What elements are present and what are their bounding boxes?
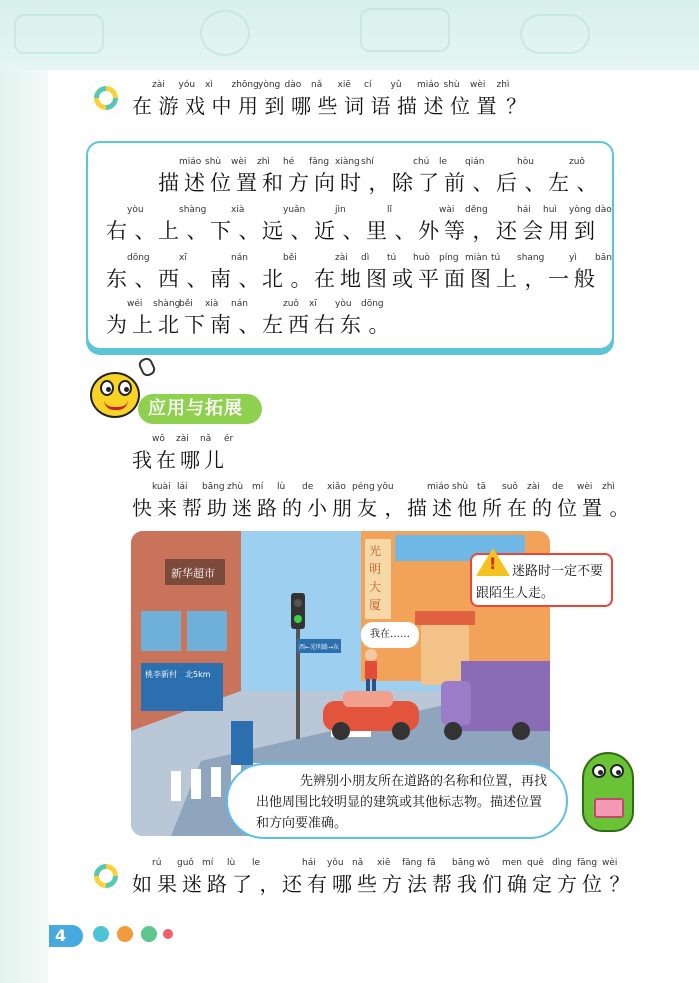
- hanzi-char: 来lái: [157, 482, 188, 520]
- hanzi-char: 方fāng: [557, 858, 598, 896]
- hint-text: 先辨别小朋友所在道路的名称和位置，再找出他周围比较明显的建筑或其他标志物。描述位置和方向要准确。: [256, 774, 548, 831]
- hanzi-char: 有yǒu: [307, 858, 344, 896]
- pinyin: píng: [439, 253, 459, 263]
- pinyin: lù: [277, 482, 286, 492]
- left-decorative-band: [0, 70, 48, 983]
- pinyin: miáo: [427, 482, 450, 492]
- hanzi-char: 述shù: [184, 157, 222, 195]
- hanzi-char: 左zuǒ: [262, 299, 299, 337]
- hanzi-char: 定dìng: [532, 858, 572, 896]
- exclamation-icon: !: [489, 554, 497, 573]
- hanzi-char: 些xiē: [317, 80, 351, 118]
- pinyin: guǒ: [177, 858, 194, 868]
- hanzi-char: 。: [609, 496, 630, 520]
- pinyin: bāng: [202, 482, 225, 492]
- pinyin: zài: [527, 482, 540, 492]
- pinyin: péng: [352, 482, 375, 492]
- hanzi-char: 北běi: [262, 253, 297, 291]
- hanzi-char: 述shù: [423, 80, 460, 118]
- hanzi-char: ，: [384, 496, 405, 520]
- pinyin: fǎ: [427, 858, 436, 868]
- activity-title: [132, 434, 234, 473]
- hanzi-char: 前qián: [444, 157, 485, 195]
- hanzi-char: 远yuǎn: [262, 205, 306, 243]
- pinyin: yǒu: [327, 858, 344, 868]
- hanzi-char: 为wéi: [106, 299, 143, 337]
- info-line: [106, 157, 600, 197]
- hanzi-char: 置zhì: [476, 80, 510, 118]
- hanzi-char: 友yǒu: [357, 482, 394, 520]
- hanzi-char: 一yì: [548, 253, 577, 291]
- pinyin: wèi: [602, 858, 618, 868]
- pinyin: men: [502, 858, 523, 868]
- info-line: [106, 253, 612, 293]
- building-sign-guangming: 光: [369, 544, 382, 558]
- svg-text:厦: 厦: [369, 598, 382, 612]
- hanzi-char: ，: [368, 171, 390, 195]
- pinyin: xiē: [377, 858, 391, 868]
- hanzi-char: 会huì: [522, 205, 557, 243]
- pinyin: miàn: [465, 253, 488, 263]
- pinyin: yuǎn: [283, 205, 306, 215]
- hanzi-char: 在zài: [507, 482, 540, 520]
- pinyin: dào: [595, 205, 612, 215]
- pinyin: běi: [283, 253, 297, 263]
- hanzi-char: 用yòng: [548, 205, 592, 243]
- hanzi-char: 近jìn: [314, 205, 346, 243]
- pinyin: jìn: [335, 205, 346, 215]
- pinyin: cí: [364, 80, 372, 90]
- hanzi-char: 所suǒ: [482, 482, 518, 520]
- hanzi-char: 外wài: [418, 205, 455, 243]
- hanzi-char: 向xiàng: [314, 157, 360, 195]
- hanzi-char: 路lù: [257, 482, 286, 520]
- pinyin: wéi: [127, 299, 143, 309]
- pinyin: xià: [205, 299, 219, 309]
- pinyin: fāng: [309, 157, 330, 167]
- question-bottom: [132, 858, 632, 897]
- pinyin: yòu: [335, 299, 352, 309]
- hanzi-char: 南nán: [210, 299, 248, 337]
- hanzi-char: 、: [238, 313, 260, 337]
- pinyin: shí: [361, 157, 374, 167]
- decor-shape: [520, 14, 590, 54]
- pinyin: yǔ: [390, 80, 402, 90]
- hanzi-char: 方fāng: [288, 157, 330, 195]
- hanzi-char: 法fǎ: [407, 858, 436, 896]
- hanzi-char: 还hái: [496, 205, 531, 243]
- hanzi-char: 的de: [282, 482, 314, 520]
- pinyin: què: [527, 858, 544, 868]
- hanzi-char: 置zhì: [582, 482, 615, 520]
- hanzi-char: 到dào: [264, 80, 302, 118]
- pinyin: bāng: [452, 858, 475, 868]
- hanzi-char: 戏xì: [185, 80, 213, 118]
- pinyin: hòu: [517, 157, 534, 167]
- hanzi-char: 平píng: [418, 253, 459, 291]
- hanzi-char: ，: [472, 219, 494, 243]
- pinyin: děng: [465, 205, 488, 215]
- pinyin: de: [552, 482, 564, 492]
- hanzi-char: 东dōng: [340, 299, 384, 337]
- pinyin: shù: [205, 157, 222, 167]
- hanzi-char: ，: [524, 267, 546, 291]
- pinyin: qián: [465, 157, 485, 167]
- hanzi-char: 朋péng: [332, 482, 375, 520]
- hanzi-char: 西xī: [158, 253, 187, 291]
- hanzi-char: 、: [394, 219, 416, 243]
- hanzi-char: 右yòu: [314, 299, 352, 337]
- pinyin: de: [302, 482, 314, 492]
- pinyin: xiē: [337, 80, 351, 90]
- hanzi-char: 在zài: [132, 80, 165, 118]
- hanzi-char: 词cí: [344, 80, 372, 118]
- hanzi-char: 些xiē: [357, 858, 391, 896]
- hanzi-char: 右yòu: [106, 205, 144, 243]
- pinyin: lǐ: [387, 205, 393, 215]
- pinyin: yòng: [569, 205, 592, 215]
- hanzi-char: 、: [186, 219, 208, 243]
- decor-shape: [360, 8, 450, 52]
- pinyin: zuǒ: [569, 157, 585, 167]
- child-speech-bubble: 我在……: [361, 622, 419, 648]
- pinyin: xiàng: [335, 157, 360, 167]
- pinyin: hái: [302, 858, 316, 868]
- hanzi-char: 、: [290, 219, 312, 243]
- pinyin: wèi: [231, 157, 247, 167]
- pinyin: dōng: [361, 299, 384, 309]
- pinyin: mí: [252, 482, 264, 492]
- pinyin: zhì: [496, 80, 510, 90]
- pinyin: nǎ: [311, 80, 323, 90]
- pinyin: zhì: [257, 157, 270, 167]
- decor-shape: [200, 10, 250, 56]
- hanzi-char: 方fāng: [382, 858, 423, 896]
- hanzi-char: 助zhù: [207, 482, 244, 520]
- pinyin: bān: [595, 253, 612, 263]
- hanzi-char: 置zhì: [236, 157, 270, 195]
- hanzi-char: 我wǒ: [132, 434, 165, 472]
- street-sign-taoli: 桃李新村 北5km: [145, 670, 211, 679]
- hanzi-char: 东dōng: [106, 253, 150, 291]
- pinyin: lái: [177, 482, 188, 492]
- pinyin: hái: [517, 205, 531, 215]
- footer-dot: [117, 926, 133, 942]
- hanzi-char: 位wèi: [582, 858, 618, 896]
- hanzi-char: 上shang: [496, 253, 545, 291]
- hanzi-char: 除chú: [392, 157, 430, 195]
- pinyin: yòng: [258, 80, 281, 90]
- hanzi-char: 南nán: [210, 253, 248, 291]
- pinyin: zài: [152, 80, 165, 90]
- pinyin: kuài: [152, 482, 171, 492]
- hanzi-char: 路lù: [207, 858, 236, 896]
- hanzi-char: 快kuài: [132, 482, 171, 520]
- pinyin: rú: [152, 858, 162, 868]
- hanzi-char: 游yóu: [158, 80, 196, 118]
- hanzi-char: 哪nǎ: [332, 858, 364, 896]
- pinyin: fāng: [577, 858, 598, 868]
- pinyin: wèi: [470, 80, 486, 90]
- page-number: 4: [49, 925, 83, 947]
- green-mascot-reading-icon: [582, 752, 634, 832]
- hanzi-char: 、: [134, 219, 156, 243]
- pinyin: nǎ: [200, 434, 212, 444]
- hanzi-char: ？: [506, 94, 527, 118]
- hanzi-char: 下xià: [210, 205, 245, 243]
- pinyin: wǒ: [152, 434, 165, 444]
- hanzi-char: [106, 167, 132, 197]
- hanzi-char: 用yòng: [238, 80, 281, 118]
- hanzi-char: [132, 167, 158, 197]
- hanzi-char: 、: [576, 171, 598, 195]
- pinyin: wài: [439, 205, 455, 215]
- pinyin: nán: [231, 253, 248, 263]
- hanzi-char: 、: [472, 171, 494, 195]
- pinyin: miáo: [417, 80, 440, 90]
- pinyin: yǒu: [377, 482, 394, 492]
- hanzi-char: 帮bāng: [182, 482, 225, 520]
- hanzi-char: 描miáo: [397, 80, 440, 118]
- pinyin: shàng: [179, 205, 207, 215]
- pinyin: suǒ: [502, 482, 518, 492]
- hanzi-char: 迷mí: [232, 482, 264, 520]
- pinyin: běi: [179, 299, 193, 309]
- pinyin: zài: [176, 434, 189, 444]
- pinyin: tú: [387, 253, 397, 263]
- hanzi-char: 果guǒ: [157, 858, 194, 896]
- hanzi-char: 描miáo: [158, 157, 202, 195]
- hanzi-char: 述shù: [432, 482, 469, 520]
- pinyin: xiǎo: [327, 482, 346, 492]
- hanzi-char: 、: [238, 219, 260, 243]
- hanzi-char: 确què: [507, 858, 544, 896]
- info-text-box: [86, 141, 614, 350]
- hanzi-char: 、: [238, 267, 260, 291]
- hanzi-char: 。: [368, 313, 390, 337]
- hanzi-char: 儿ér: [204, 434, 234, 472]
- hanzi-char: 、: [134, 267, 156, 291]
- pinyin: zhì: [602, 482, 615, 492]
- hanzi-char: 在zài: [156, 434, 189, 472]
- hanzi-char: 到dào: [574, 205, 612, 243]
- hanzi-char: ，: [259, 872, 280, 896]
- pinyin: dìng: [552, 858, 572, 868]
- hanzi-char: 还hái: [282, 858, 316, 896]
- pinyin: zhōng: [231, 80, 259, 90]
- pinyin: yóu: [178, 80, 196, 90]
- pinyin: nán: [231, 299, 248, 309]
- footer-dot: [141, 926, 157, 942]
- pinyin: zài: [335, 253, 348, 263]
- hanzi-char: 位wèi: [450, 80, 486, 118]
- hanzi-char: 北běi: [158, 299, 193, 337]
- pinyin: shang: [517, 253, 545, 263]
- hanzi-char: 和hé: [262, 157, 295, 195]
- hanzi-char: 图tú: [470, 253, 501, 291]
- pinyin: dōng: [127, 253, 150, 263]
- hanzi-char: 般bān: [574, 253, 612, 291]
- hanzi-char: 或huò: [392, 253, 430, 291]
- pinyin: le: [439, 157, 448, 167]
- activity-instruction: [132, 482, 632, 521]
- hanzi-char: 地dì: [340, 253, 370, 291]
- building-sign-supermarket: 新华超市: [171, 567, 215, 580]
- pinyin: mí: [202, 858, 214, 868]
- pinyin: huò: [413, 253, 430, 263]
- pinyin: yì: [569, 253, 577, 263]
- hanzi-char: 了le: [232, 858, 261, 896]
- hanzi-char: 图tú: [366, 253, 397, 291]
- svg-text:明: 明: [369, 562, 382, 576]
- pinyin: xī: [309, 299, 317, 309]
- svg-text:大: 大: [369, 580, 382, 594]
- decor-shape: [14, 14, 104, 54]
- pinyin: xià: [231, 205, 245, 215]
- pinyin: yòu: [127, 205, 144, 215]
- hanzi-char: 中zhōng: [211, 80, 259, 118]
- pinyin: zhù: [227, 482, 244, 492]
- section-title: 应用与拓展: [138, 394, 262, 424]
- hanzi-char: 他tā: [457, 482, 487, 520]
- hanzi-char: 等děng: [444, 205, 488, 243]
- hanzi-char: ？: [609, 872, 630, 896]
- safety-warning-text: 迷路时一定不要跟陌生人走。: [476, 564, 604, 601]
- hanzi-char: 面miàn: [444, 253, 488, 291]
- pinyin: shàng: [153, 299, 181, 309]
- question-swirl-icon: [88, 858, 124, 894]
- yellow-mascot-icon: [90, 372, 140, 418]
- hanzi-char: 小xiǎo: [307, 482, 346, 520]
- hanzi-char: 、: [186, 267, 208, 291]
- hanzi-char: 如rú: [132, 858, 162, 896]
- hanzi-char: 位wèi: [210, 157, 247, 195]
- hanzi-char: 描miáo: [407, 482, 450, 520]
- hanzi-char: 、: [524, 171, 546, 195]
- hanzi-char: 上shàng: [158, 205, 207, 243]
- question-swirl-icon: [88, 80, 124, 116]
- pinyin: lù: [227, 858, 236, 868]
- hanzi-char: 左zuǒ: [548, 157, 585, 195]
- footer-dot: [93, 926, 109, 942]
- pinyin: xī: [179, 253, 187, 263]
- pinyin: chú: [413, 157, 430, 167]
- pinyin: shù: [452, 482, 469, 492]
- pinyin: wǒ: [477, 858, 490, 868]
- pinyin: miáo: [179, 157, 202, 167]
- pinyin: tú: [491, 253, 501, 263]
- hanzi-char: 哪nǎ: [291, 80, 323, 118]
- hanzi-char: 下xià: [184, 299, 219, 337]
- pinyin: le: [252, 858, 261, 868]
- hanzi-char: 西xī: [288, 299, 317, 337]
- pinyin: tā: [477, 482, 487, 492]
- info-line: [106, 299, 392, 339]
- pinyin: xì: [205, 80, 213, 90]
- pinyin: ér: [224, 434, 234, 444]
- hanzi-char: 上shàng: [132, 299, 181, 337]
- hanzi-char: 、: [342, 219, 364, 243]
- hanzi-char: 的de: [532, 482, 564, 520]
- hanzi-char: 在zài: [314, 253, 348, 291]
- top-decorative-band: [0, 0, 699, 70]
- hanzi-char: 时shí: [340, 157, 374, 195]
- hanzi-char: 。: [290, 267, 312, 291]
- hanzi-char: 后hòu: [496, 157, 534, 195]
- hanzi-char: 迷mí: [182, 858, 214, 896]
- pinyin: wèi: [577, 482, 593, 492]
- pinyin: hé: [283, 157, 295, 167]
- street-sign-guangming-road: 西←光明路→东: [299, 644, 340, 651]
- hanzi-char: 里lǐ: [366, 205, 393, 243]
- hanzi-char: 帮bāng: [432, 858, 475, 896]
- pinyin: fāng: [402, 858, 423, 868]
- pinyin: dì: [361, 253, 370, 263]
- footer-dot: [163, 929, 173, 939]
- hanzi-char: 位wèi: [557, 482, 593, 520]
- hanzi-char: 哪nǎ: [180, 434, 212, 472]
- pinyin: nǎ: [352, 858, 364, 868]
- hanzi-char: 我wǒ: [457, 858, 490, 896]
- pinyin: zuǒ: [283, 299, 299, 309]
- question-top: [132, 80, 530, 119]
- pinyin: shù: [443, 80, 460, 90]
- pinyin: dào: [284, 80, 302, 90]
- info-line: [106, 205, 612, 245]
- hanzi-char: 们men: [482, 858, 523, 896]
- hanzi-char: 语yǔ: [370, 80, 402, 118]
- hanzi-char: 了le: [418, 157, 448, 195]
- pinyin: huì: [543, 205, 557, 215]
